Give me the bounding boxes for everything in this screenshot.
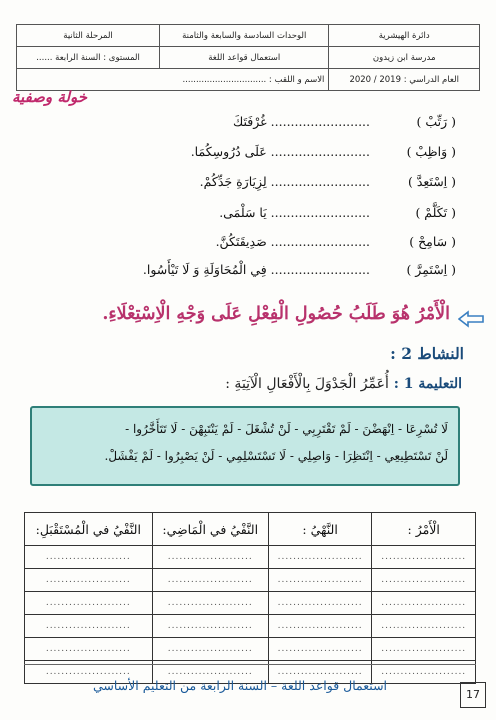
table-row xyxy=(25,546,476,569)
answer-cell[interactable]: ...................... xyxy=(372,569,476,592)
answer-cell[interactable]: ...................... xyxy=(372,546,476,569)
answer-cell[interactable]: ...................... xyxy=(25,615,153,638)
answer-cell[interactable]: ...................... xyxy=(152,615,268,638)
exercise-line xyxy=(26,262,456,277)
verb-line: لَنْ تَسْتَطِيعِي - اِنْتَظِرَا - وَاصِلِي - لَا تَسْتَسْلِمِي - لَنْ يَصْبِرُوا - لَمْ يَفْشَلْ. xyxy=(104,449,448,463)
header-name-field[interactable]: الاسم و اللقب : ............................... xyxy=(17,69,329,91)
arrow-left-icon xyxy=(458,310,484,328)
exercise-verb: ( تَكَلَّمْ ) xyxy=(415,205,456,220)
exercise-sentence[interactable]: ......................... لِزِيَارَةِ جَدِّكُمْ. xyxy=(199,174,371,189)
header-units: الوحدات السادسة والسابعة والثامنة xyxy=(160,25,329,47)
answer-cell[interactable]: ...................... xyxy=(268,592,372,615)
answer-cell[interactable]: ...................... xyxy=(25,569,153,592)
table-row xyxy=(25,615,476,638)
exercise-verb: ( رَتِّبْ ) xyxy=(416,114,456,129)
answer-cell[interactable]: ...................... xyxy=(25,638,153,661)
verb-line: لَا تُسْرِعَا - اِنْهَضْنَ - لَمْ تَقْتَرِبِي - لَنْ تُشْغَلَ - لَمْ يَنْتَبِهْنَ - لَا تَتَأَخَّرُوا - xyxy=(125,422,448,436)
table-header-prohibition: النَّهْيُ : xyxy=(268,513,372,546)
answer-cell[interactable]: ...................... xyxy=(152,592,268,615)
header-school: مدرسة ابن زيدون xyxy=(329,47,480,69)
answer-cell[interactable]: ...................... xyxy=(372,661,476,684)
table-header-past-negation: النَّفْيُ في الْمَاضِي: xyxy=(152,513,268,546)
header-school-year: العام الدراسي : 2019 / 2020 xyxy=(329,69,480,91)
exercise-sentence[interactable]: ......................... يَا سَلْمَى. xyxy=(219,205,371,220)
exercise-line xyxy=(26,144,456,159)
exercise-verb: ( اِسْتَعِدَّ ) xyxy=(407,174,456,189)
exercise-line xyxy=(26,114,456,129)
answer-cell[interactable]: ...................... xyxy=(152,546,268,569)
answer-cell[interactable]: ...................... xyxy=(268,661,372,684)
answer-cell[interactable]: ...................... xyxy=(25,546,153,569)
table-header-imperative: الْأَمْرُ : xyxy=(372,513,476,546)
instruction-label: التعليمة 1 : xyxy=(393,376,462,392)
answer-cell[interactable]: ...................... xyxy=(372,638,476,661)
answer-cell[interactable]: ...................... xyxy=(152,569,268,592)
table-row xyxy=(25,638,476,661)
answer-cell[interactable]: ...................... xyxy=(152,638,268,661)
answer-cell[interactable]: ...................... xyxy=(372,592,476,615)
exercise-sentence[interactable]: ......................... صَدِيقَتَكُنَّ. xyxy=(215,234,371,249)
answer-cell[interactable]: ...................... xyxy=(268,546,372,569)
instruction-text: أُعَمِّرُ الْجَدْوَلَ بِالْأَفْعَالِ الْآتِيَةِ : xyxy=(225,376,389,392)
header-stage: المرحلة الثانية xyxy=(17,25,160,47)
instruction xyxy=(225,376,462,392)
page-footer: استعمال قواعد اللغة – السنة الرابعة من التعليم الأساسي xyxy=(92,678,388,693)
exercise-line xyxy=(26,174,456,189)
exercise-line xyxy=(26,234,456,249)
activity-title: النشاط 2 : xyxy=(390,344,464,363)
table-header-future-negation: النَّفْيُ في الْمُسْتَقْبَلِ: xyxy=(25,513,153,546)
exercise-sentence[interactable]: ......................... عَلَى دُرُوسِكُمَا. xyxy=(190,144,371,159)
exercise-verb: ( اِسْتَمِرَّ ) xyxy=(406,262,456,277)
table-row xyxy=(25,569,476,592)
table-row xyxy=(25,592,476,615)
answer-cell[interactable]: ...................... xyxy=(25,592,153,615)
page-number: 17 xyxy=(460,682,486,708)
verb-box xyxy=(30,406,460,486)
answer-cell[interactable]: ...................... xyxy=(25,661,153,684)
exercise-line xyxy=(26,205,456,220)
author-signature: خولة وصفية xyxy=(12,88,87,106)
answer-cell[interactable]: ...................... xyxy=(152,661,268,684)
header-district: دائرة الهيشرية xyxy=(329,25,480,47)
answer-cell[interactable]: ...................... xyxy=(268,569,372,592)
header-level: المستوى : السنة الرابعة ...... xyxy=(17,47,160,69)
answer-cell[interactable]: ...................... xyxy=(268,638,372,661)
definition-text: الْأَمْرُ هُوَ طَلَبُ حُصُولِ الْفِعْلِ عَلَى وَجْهِ الْاِسْتِعْلَاءِ. xyxy=(102,304,450,324)
answer-table xyxy=(24,512,476,684)
answer-cell[interactable]: ...................... xyxy=(268,615,372,638)
exercise-verb: ( وَاظِبْ ) xyxy=(406,144,456,159)
footer-divider xyxy=(24,664,476,665)
header-table xyxy=(16,24,480,91)
exercise-sentence[interactable]: ......................... غُرْفَتَكَ xyxy=(232,114,371,129)
answer-cell[interactable]: ...................... xyxy=(372,615,476,638)
definition-block xyxy=(14,300,484,340)
exercise-verb: ( سَامِحْ ) xyxy=(409,234,456,249)
exercise-sentence[interactable]: ......................... فِي الْمُحَاوَلَةِ وَ لَا تَيْأَسُوا. xyxy=(142,262,371,277)
header-subject: استعمال قواعد اللغة xyxy=(160,47,329,69)
